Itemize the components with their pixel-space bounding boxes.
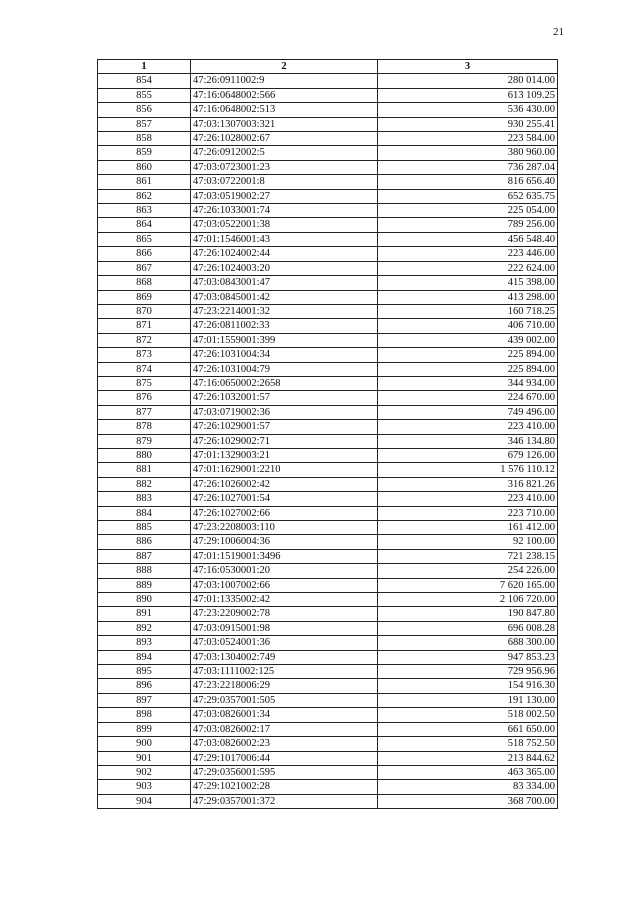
cadastral-number-cell: 47:26:1031004:79 [191, 362, 378, 376]
table-row [98, 621, 558, 635]
table-row [98, 218, 558, 232]
cadastral-number-cell: 47:29:1006004:36 [191, 535, 378, 549]
table-row [98, 722, 558, 736]
row-index-cell: 878 [98, 420, 191, 434]
row-index-cell: 854 [98, 74, 191, 88]
table-row [98, 175, 558, 189]
row-index-cell: 898 [98, 708, 191, 722]
row-index-cell: 855 [98, 88, 191, 102]
value-cell: 456 548.40 [378, 232, 558, 246]
value-cell: 344 934.00 [378, 376, 558, 390]
table-row [98, 593, 558, 607]
cadastral-number-cell: 47:03:0522001:38 [191, 218, 378, 232]
table-row [98, 304, 558, 318]
value-cell: 518 752.50 [378, 737, 558, 751]
row-index-cell: 900 [98, 737, 191, 751]
table-row [98, 189, 558, 203]
row-index-cell: 892 [98, 621, 191, 635]
value-cell: 536 430.00 [378, 103, 558, 117]
row-index-cell: 888 [98, 564, 191, 578]
cadastral-number-cell: 47:03:0519002:27 [191, 189, 378, 203]
row-index-cell: 899 [98, 722, 191, 736]
value-cell: 947 853.23 [378, 650, 558, 664]
cadastral-number-cell: 47:26:1029002:71 [191, 434, 378, 448]
value-cell: 930 255.41 [378, 117, 558, 131]
row-index-cell: 890 [98, 593, 191, 607]
value-cell: 223 410.00 [378, 492, 558, 506]
cadastral-number-cell: 47:01:1335002:42 [191, 593, 378, 607]
row-index-cell: 893 [98, 636, 191, 650]
value-cell: 225 894.00 [378, 362, 558, 376]
value-cell: 736 287.04 [378, 160, 558, 174]
row-index-cell: 858 [98, 132, 191, 146]
row-index-cell: 895 [98, 665, 191, 679]
table-header [98, 60, 558, 74]
row-index-cell: 903 [98, 780, 191, 794]
table-row [98, 160, 558, 174]
row-index-cell: 864 [98, 218, 191, 232]
value-cell: 2 106 720.00 [378, 593, 558, 607]
table-row [98, 665, 558, 679]
cadastral-number-cell: 47:03:0915001:98 [191, 621, 378, 635]
table-row [98, 117, 558, 131]
cadastral-number-cell: 47:03:0719002:36 [191, 405, 378, 419]
row-index-cell: 868 [98, 276, 191, 290]
table-row [98, 88, 558, 102]
row-index-cell: 863 [98, 204, 191, 218]
cadastral-number-cell: 47:29:0357001:372 [191, 794, 378, 808]
table-row [98, 74, 558, 88]
cadastral-number-cell: 47:26:0912002:5 [191, 146, 378, 160]
table-row [98, 737, 558, 751]
column-header-3: 3 [378, 60, 558, 74]
row-index-cell: 897 [98, 693, 191, 707]
cadastral-number-cell: 47:16:0648002:566 [191, 88, 378, 102]
value-cell: 191 130.00 [378, 693, 558, 707]
table-row [98, 261, 558, 275]
header-row [98, 60, 558, 74]
value-cell: 415 398.00 [378, 276, 558, 290]
value-cell: 7 620 165.00 [378, 578, 558, 592]
cadastral-number-cell: 47:29:0356001:595 [191, 765, 378, 779]
value-cell: 463 365.00 [378, 765, 558, 779]
cadastral-number-cell: 47:03:0723001:23 [191, 160, 378, 174]
row-index-cell: 881 [98, 463, 191, 477]
value-cell: 789 256.00 [378, 218, 558, 232]
value-cell: 154 916.30 [378, 679, 558, 693]
cadastral-number-cell: 47:03:0843001:47 [191, 276, 378, 290]
cadastral-number-cell: 47:01:1546001:43 [191, 232, 378, 246]
value-cell: 316 821.26 [378, 477, 558, 491]
value-cell: 223 710.00 [378, 506, 558, 520]
table-row [98, 564, 558, 578]
value-cell: 83 334.00 [378, 780, 558, 794]
cadastral-number-cell: 47:26:1028002:67 [191, 132, 378, 146]
page-number: 21 [553, 26, 564, 38]
cadastral-number-cell: 47:26:1027001:54 [191, 492, 378, 506]
value-cell: 439 002.00 [378, 333, 558, 347]
row-index-cell: 894 [98, 650, 191, 664]
cadastral-number-cell: 47:03:1307003:321 [191, 117, 378, 131]
row-index-cell: 884 [98, 506, 191, 520]
value-cell: 161 412.00 [378, 521, 558, 535]
value-cell: 1 576 110.12 [378, 463, 558, 477]
table-row [98, 434, 558, 448]
row-index-cell: 877 [98, 405, 191, 419]
value-cell: 696 008.28 [378, 621, 558, 635]
cadastral-number-cell: 47:23:2214001:32 [191, 304, 378, 318]
table-row [98, 636, 558, 650]
value-cell: 413 298.00 [378, 290, 558, 304]
table-row [98, 492, 558, 506]
value-cell: 679 126.00 [378, 448, 558, 462]
cadastral-number-cell: 47:26:1032001:57 [191, 391, 378, 405]
cadastral-number-cell: 47:26:1029001:57 [191, 420, 378, 434]
row-index-cell: 867 [98, 261, 191, 275]
row-index-cell: 861 [98, 175, 191, 189]
cadastral-number-cell: 47:26:1024002:44 [191, 247, 378, 261]
table-row [98, 708, 558, 722]
row-index-cell: 902 [98, 765, 191, 779]
table-row [98, 535, 558, 549]
row-index-cell: 859 [98, 146, 191, 160]
cadastral-number-cell: 47:16:0648002:513 [191, 103, 378, 117]
cadastral-number-cell: 47:23:2209002:78 [191, 607, 378, 621]
table-row [98, 146, 558, 160]
value-cell: 223 410.00 [378, 420, 558, 434]
row-index-cell: 875 [98, 376, 191, 390]
table-row [98, 578, 558, 592]
table-row [98, 693, 558, 707]
value-cell: 652 635.75 [378, 189, 558, 203]
row-index-cell: 874 [98, 362, 191, 376]
cadastral-number-cell: 47:01:1519001:3496 [191, 549, 378, 563]
value-cell: 661 650.00 [378, 722, 558, 736]
value-cell: 346 134.80 [378, 434, 558, 448]
table-row [98, 448, 558, 462]
table-row [98, 276, 558, 290]
value-cell: 721 238.15 [378, 549, 558, 563]
row-index-cell: 866 [98, 247, 191, 261]
row-index-cell: 860 [98, 160, 191, 174]
table-row [98, 477, 558, 491]
cadastral-number-cell: 47:03:0524001:36 [191, 636, 378, 650]
table-row [98, 420, 558, 434]
cadastral-number-cell: 47:03:0826002:23 [191, 737, 378, 751]
value-cell: 225 054.00 [378, 204, 558, 218]
table-row [98, 103, 558, 117]
cadastral-number-cell: 47:01:1329003:21 [191, 448, 378, 462]
table-row [98, 607, 558, 621]
table-body [98, 74, 558, 809]
table-row [98, 463, 558, 477]
cadastral-number-cell: 47:03:0826002:17 [191, 722, 378, 736]
cadastral-number-cell: 47:23:2218006:29 [191, 679, 378, 693]
table-row [98, 521, 558, 535]
value-cell: 160 718.25 [378, 304, 558, 318]
column-header-1: 1 [98, 60, 191, 74]
cadastral-number-cell: 47:29:1021002:28 [191, 780, 378, 794]
table-row [98, 780, 558, 794]
cadastral-number-cell: 47:26:1031004:34 [191, 348, 378, 362]
row-index-cell: 879 [98, 434, 191, 448]
cadastral-number-cell: 47:03:1304002:749 [191, 650, 378, 664]
cadastral-number-cell: 47:03:1111002:125 [191, 665, 378, 679]
cadastral-number-cell: 47:29:0357001:505 [191, 693, 378, 707]
row-index-cell: 896 [98, 679, 191, 693]
value-cell: 222 624.00 [378, 261, 558, 275]
cadastral-number-cell: 47:26:1033001:74 [191, 204, 378, 218]
value-cell: 688 300.00 [378, 636, 558, 650]
table-row [98, 794, 558, 808]
cadastral-number-cell: 47:16:0650002:2658 [191, 376, 378, 390]
table-row [98, 751, 558, 765]
table-row [98, 549, 558, 563]
cadastral-number-cell: 47:26:1024003:20 [191, 261, 378, 275]
cadastral-number-cell: 47:29:1017006:44 [191, 751, 378, 765]
value-cell: 816 656.40 [378, 175, 558, 189]
cadastral-number-cell: 47:26:1026002:42 [191, 477, 378, 491]
table-row [98, 405, 558, 419]
value-cell: 223 584.00 [378, 132, 558, 146]
cadastral-number-cell: 47:16:0530001:20 [191, 564, 378, 578]
cadastral-number-cell: 47:23:2208003:110 [191, 521, 378, 535]
row-index-cell: 870 [98, 304, 191, 318]
row-index-cell: 865 [98, 232, 191, 246]
value-cell: 190 847.80 [378, 607, 558, 621]
value-cell: 225 894.00 [378, 348, 558, 362]
cadastral-number-cell: 47:26:1027002:66 [191, 506, 378, 520]
table-row [98, 391, 558, 405]
row-index-cell: 862 [98, 189, 191, 203]
value-cell: 613 109.25 [378, 88, 558, 102]
cadastral-number-cell: 47:03:0722001:8 [191, 175, 378, 189]
row-index-cell: 871 [98, 319, 191, 333]
value-cell: 224 670.00 [378, 391, 558, 405]
value-cell: 380 960.00 [378, 146, 558, 160]
row-index-cell: 882 [98, 477, 191, 491]
table-row [98, 348, 558, 362]
table-row [98, 362, 558, 376]
table-row [98, 679, 558, 693]
table-row [98, 333, 558, 347]
row-index-cell: 856 [98, 103, 191, 117]
table-row [98, 232, 558, 246]
row-index-cell: 887 [98, 549, 191, 563]
table-row [98, 506, 558, 520]
cadastral-number-cell: 47:26:0811002:33 [191, 319, 378, 333]
cadastral-number-cell: 47:01:1559001:399 [191, 333, 378, 347]
row-index-cell: 885 [98, 521, 191, 535]
value-cell: 280 014.00 [378, 74, 558, 88]
table-row [98, 290, 558, 304]
column-header-2: 2 [191, 60, 378, 74]
table-row [98, 319, 558, 333]
row-index-cell: 873 [98, 348, 191, 362]
cadastral-number-cell: 47:03:0845001:42 [191, 290, 378, 304]
value-cell: 749 496.00 [378, 405, 558, 419]
registry-table [97, 59, 558, 809]
table-row [98, 650, 558, 664]
table-row [98, 765, 558, 779]
row-index-cell: 872 [98, 333, 191, 347]
row-index-cell: 857 [98, 117, 191, 131]
value-cell: 254 226.00 [378, 564, 558, 578]
row-index-cell: 876 [98, 391, 191, 405]
cadastral-number-cell: 47:03:1007002:66 [191, 578, 378, 592]
table-row [98, 376, 558, 390]
row-index-cell: 883 [98, 492, 191, 506]
cadastral-number-cell: 47:26:0911002:9 [191, 74, 378, 88]
cadastral-number-cell: 47:01:1629001:2210 [191, 463, 378, 477]
table-row [98, 204, 558, 218]
row-index-cell: 880 [98, 448, 191, 462]
row-index-cell: 869 [98, 290, 191, 304]
row-index-cell: 886 [98, 535, 191, 549]
value-cell: 518 002.50 [378, 708, 558, 722]
table-row [98, 247, 558, 261]
row-index-cell: 904 [98, 794, 191, 808]
cadastral-number-cell: 47:03:0826001:34 [191, 708, 378, 722]
value-cell: 368 700.00 [378, 794, 558, 808]
table-row [98, 132, 558, 146]
value-cell: 213 844.62 [378, 751, 558, 765]
value-cell: 92 100.00 [378, 535, 558, 549]
row-index-cell: 901 [98, 751, 191, 765]
row-index-cell: 891 [98, 607, 191, 621]
row-index-cell: 889 [98, 578, 191, 592]
value-cell: 406 710.00 [378, 319, 558, 333]
value-cell: 729 956.96 [378, 665, 558, 679]
value-cell: 223 446.00 [378, 247, 558, 261]
